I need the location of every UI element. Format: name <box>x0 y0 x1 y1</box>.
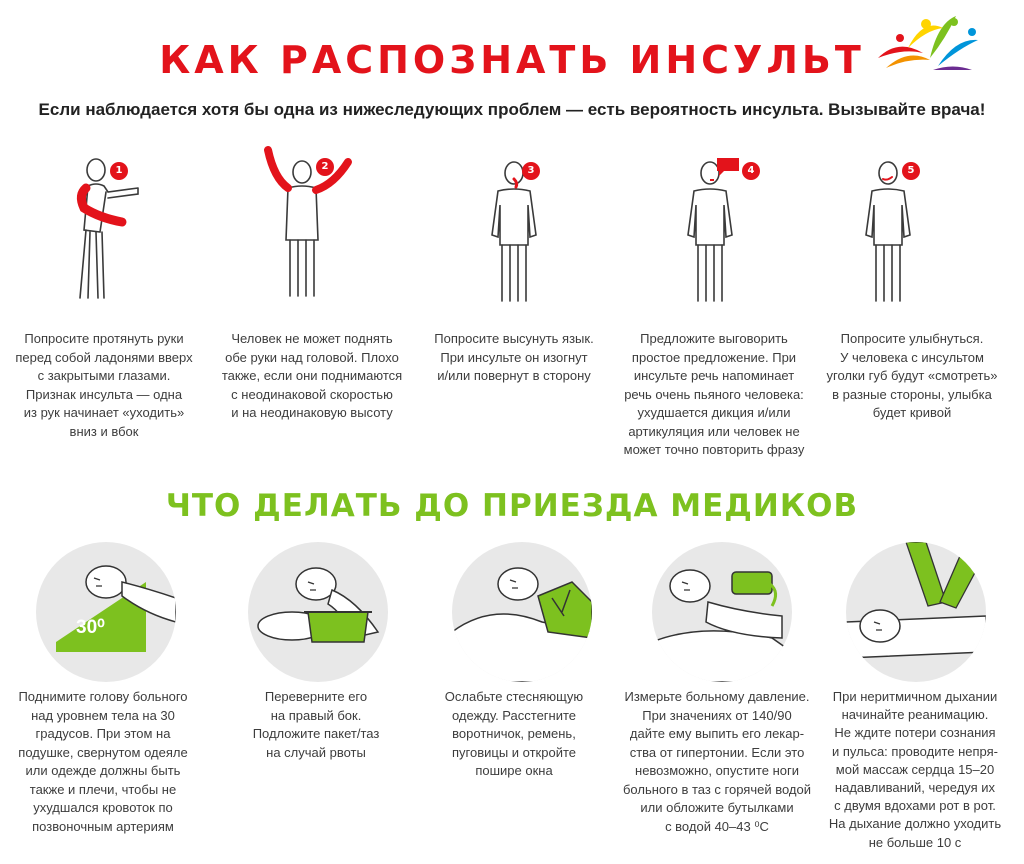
action-description-1: Поднимите голову больного над уровнем тела на 30 градусов. При этом на подушке, свернутом одеяле или одежде должны быть также и плечи, чтобы не ухудшался кровоток по позвоночным артериям <box>18 689 188 834</box>
sign-badge-3: 3 <box>522 162 540 180</box>
subtitle: Если наблюдается хотя бы одна из нижеследующих проблем — есть вероятность инсульта. Вызывайте врача! <box>38 100 986 119</box>
smile-figure-icon <box>846 155 936 305</box>
action-description-2: Переверните его на правый бок. Подложите пакет/таз на случай рвоты <box>252 689 380 760</box>
speech-bubble-icon <box>716 157 740 177</box>
action-description-4: Измерьте больному давление. При значениях от 140/90 дайте ему выпить его лекар- ства от гипертонии. Если это невозможно, опустите ноги больного в таз с горячей водой или обложите бутылками с водой 40–43 ⁰С <box>622 689 812 834</box>
sign-badge-5: 5 <box>902 162 920 180</box>
sign-description-5: Попросите улыбнуться. У человека с инсультом уголки губ будут «смотреть» в разные стороны, улыбка будет кривой <box>826 331 998 420</box>
sign-description-4: Предложите выговорить простое предложение. При инсульте речь напоминает речь очень пьяного человека: ухудшается дикция и/или артикуляция или человек не может точно повторить фразу <box>623 331 805 457</box>
angle-label: 30⁰ <box>76 617 105 638</box>
cpr-icon <box>846 542 986 682</box>
logo-icon <box>868 8 982 84</box>
sign-description-3: Попросите высунуть язык. При инсульте он изогнут и/или повернут в сторону <box>434 331 594 383</box>
blood-pressure-icon <box>652 542 792 682</box>
actions-title: ЧТО ДЕЛАТЬ ДО ПРИЕЗДА МЕДИКОВ <box>165 488 859 524</box>
action-description-3: Ослабьте стесняющую одежду. Расстегните воротничок, ремень, пуговицы и откройте пошире окна <box>444 689 584 778</box>
sign-description-2: Человек не может поднять обе руки над головой. Плохо также, если они поднимаются с неодинаковой скоростью и на неодинаковую высоту <box>221 331 403 420</box>
loosen-collar-icon <box>452 542 592 682</box>
sign-badge-4: 4 <box>742 162 760 180</box>
sign-description-1: Попросите протянуть руки перед собой ладонями вверх с закрытыми глазами. Признак инсульта — одна из рук начинает «уходить» вниз и вбок <box>15 331 193 439</box>
sign-badge-2: 2 <box>316 158 334 176</box>
raised-head-icon <box>36 542 176 682</box>
arms-raised-figure-icon <box>250 140 370 300</box>
page-title: КАК РАСПОЗНАТЬ ИНСУЛЬТ <box>159 38 865 82</box>
side-position-icon <box>248 542 388 682</box>
sign-badge-1: 1 <box>110 162 128 180</box>
action-description-5: При неритмичном дыхании начинайте реанимацию. Не ждите потери сознания и пульса: проводите непря- мой массаж сердца 15–20 надавливаний, чередуя их с двумя вдохами рот в рот. На дыхание должно уходить не больше 10 с <box>828 689 1002 850</box>
tongue-figure-icon <box>470 155 560 305</box>
